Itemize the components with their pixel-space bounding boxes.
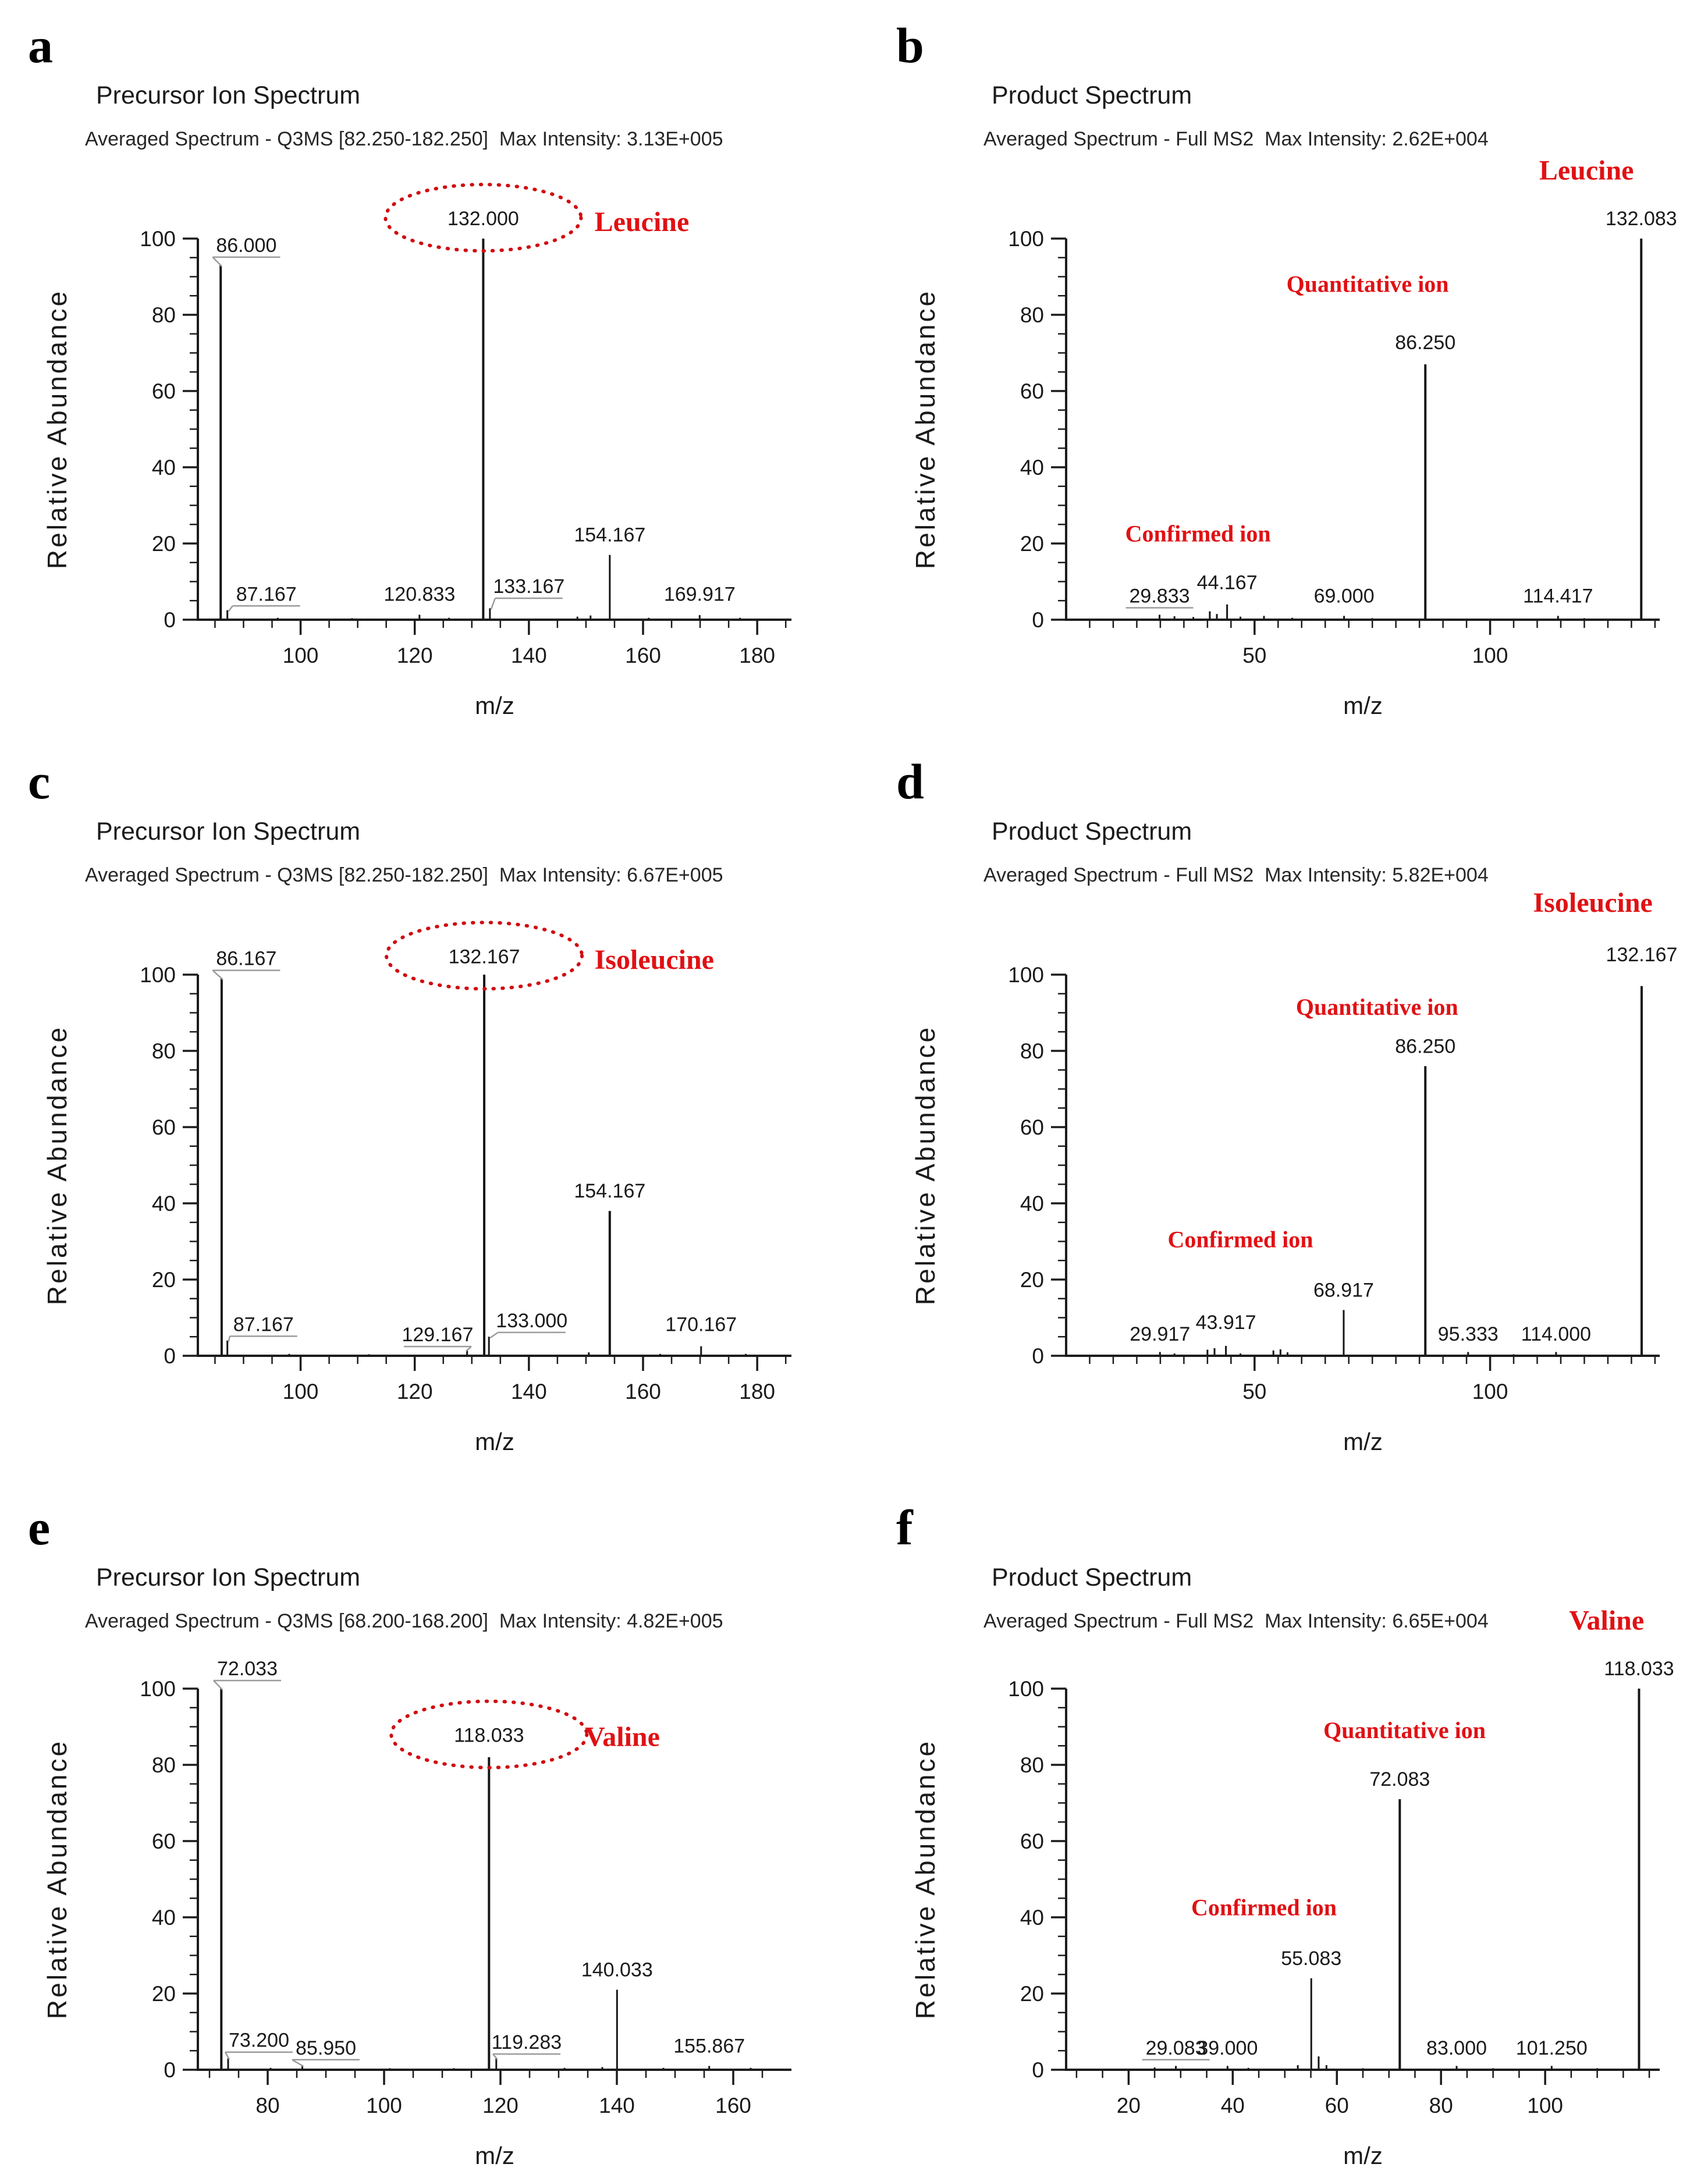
y-axis-title: Relative Abundance [910, 1739, 940, 2020]
x-axis-title: m/z [1343, 692, 1383, 719]
x-tick-label: 140 [510, 644, 547, 667]
peak-label: 132.000 [447, 208, 519, 230]
y-tick-label: 80 [151, 1039, 176, 1063]
y-tick-label: 0 [1032, 1344, 1044, 1368]
x-tick-label: 80 [255, 2094, 280, 2117]
peak-label: 118.033 [454, 1724, 524, 1747]
peak-label: 129.167 [402, 1324, 474, 1346]
y-tick-label: 20 [1020, 1982, 1044, 2006]
y-tick-label: 20 [151, 532, 176, 556]
panel-letter-f: f [896, 1500, 913, 1555]
peak-label: 87.167 [236, 583, 297, 606]
axes [1051, 1689, 1660, 2085]
peak-label: 133.000 [496, 1309, 568, 1332]
peaks [1155, 1689, 1639, 2069]
peaks [221, 239, 740, 619]
analyte-name-annotation: Isoleucine [1533, 887, 1653, 918]
peak-label: 73.200 [229, 2029, 289, 2052]
peak-label: 43.917 [1195, 1312, 1256, 1334]
x-tick-label: 160 [625, 644, 661, 667]
leader-line [229, 1336, 230, 1341]
x-tick-label: 140 [599, 2094, 635, 2117]
y-tick-label: 80 [1020, 303, 1044, 327]
peak-label: 85.950 [296, 2037, 356, 2059]
y-tick-label: 20 [151, 1982, 176, 2006]
peak-label: 69.000 [1313, 585, 1375, 607]
y-tick-label: 40 [151, 1906, 176, 1930]
x-tick-label: 60 [1325, 2094, 1349, 2117]
panel-subtitle: Averaged Spectrum - Full MS2 Max Intensity: 6.65E+004 [983, 1610, 1489, 1632]
x-axis-title: m/z [1343, 1428, 1383, 1455]
peak-label: 114.417 [1523, 585, 1593, 607]
panel-letter-b: b [896, 17, 924, 73]
y-tick-label: 40 [151, 1192, 176, 1216]
ion-role-annotation: Quantitative ion [1295, 993, 1458, 1020]
panel-title: Precursor Ion Spectrum [96, 818, 361, 845]
x-tick-label: 120 [482, 2094, 519, 2117]
axes [1051, 239, 1660, 635]
analyte-name-annotation: Valine [1569, 1605, 1645, 1636]
peaks [222, 975, 746, 1355]
x-axis-title: m/z [475, 692, 514, 719]
x-tick-label: 180 [739, 1380, 776, 1403]
y-tick-label: 80 [151, 303, 176, 327]
y-tick-label: 40 [1020, 1192, 1044, 1216]
peak-label: 169.917 [663, 583, 736, 606]
spectrum-chart-b [892, 155, 1706, 730]
y-axis-title: Relative Abundance [42, 1739, 72, 2020]
y-tick-label: 40 [1020, 456, 1044, 479]
x-tick-label: 50 [1242, 1380, 1267, 1403]
analyte-name-annotation: Isoleucine [594, 944, 714, 976]
analyte-name-annotation: Leucine [1539, 155, 1634, 186]
panel-title: Product Spectrum [992, 1564, 1192, 1591]
spectrum-chart-f [892, 1605, 1706, 2171]
peak-label: 44.167 [1196, 571, 1258, 594]
y-tick-label: 100 [1008, 963, 1044, 987]
y-tick-label: 60 [1020, 1115, 1044, 1139]
y-tick-label: 80 [1020, 1039, 1044, 1063]
peak-label: 132.083 [1605, 208, 1677, 230]
panel-subtitle: Averaged Spectrum - Full MS2 Max Intensity: 5.82E+004 [983, 864, 1489, 886]
panel-f [892, 1502, 1706, 2171]
ion-role-annotation: Confirmed ion [1191, 1894, 1337, 1921]
x-tick-label: 100 [366, 2094, 402, 2117]
y-tick-label: 40 [151, 456, 176, 479]
y-tick-label: 0 [1032, 2058, 1044, 2082]
panel-subtitle: Averaged Spectrum - Full MS2 Max Intensity: 2.62E+004 [983, 128, 1489, 150]
leader-line [292, 2060, 304, 2066]
leader-line [212, 971, 223, 980]
x-tick-label: 120 [396, 644, 433, 667]
y-tick-label: 100 [1008, 1677, 1044, 1701]
y-tick-label: 0 [1032, 608, 1044, 632]
x-tick-label: 100 [282, 644, 319, 667]
panel-subtitle: Averaged Spectrum - Q3MS [82.250-182.250] Max Intensity: 3.13E+005 [85, 128, 723, 150]
x-tick-label: 180 [739, 644, 776, 667]
axes [183, 975, 791, 1371]
ion-role-annotation: Quantitative ion [1323, 1717, 1486, 1744]
y-tick-label: 100 [140, 227, 176, 251]
panel-letter-a: a [28, 17, 53, 73]
y-tick-label: 60 [151, 379, 176, 403]
peak-label: 140.033 [581, 1959, 653, 1981]
x-tick-label: 160 [715, 2094, 751, 2117]
peak-label: 29.083 [1145, 2037, 1206, 2059]
peak-label: 68.917 [1313, 1279, 1374, 1302]
x-tick-label: 100 [1472, 644, 1508, 667]
spectrum-chart-a [23, 160, 838, 730]
panel-title: Product Spectrum [992, 81, 1192, 109]
peak-label: 114.000 [1521, 1323, 1592, 1345]
leader-line [491, 598, 495, 609]
y-tick-label: 60 [1020, 1829, 1044, 1853]
y-tick-label: 80 [151, 1753, 176, 1777]
peak-label: 39.000 [1197, 2037, 1258, 2059]
y-tick-label: 20 [1020, 1268, 1044, 1292]
peak-label: 95.333 [1437, 1323, 1499, 1345]
x-tick-label: 120 [396, 1380, 433, 1403]
peak-label: 87.167 [233, 1313, 294, 1336]
y-axis-title: Relative Abundance [910, 289, 940, 570]
ion-role-annotation: Quantitative ion [1286, 271, 1449, 297]
panel-subtitle: Averaged Spectrum - Q3MS [68.200-168.200] Max Intensity: 4.82E+005 [85, 1610, 723, 1632]
peak-label: 170.167 [665, 1313, 737, 1336]
peak-label: 72.083 [1369, 1768, 1430, 1791]
y-tick-label: 0 [164, 608, 176, 632]
x-tick-label: 100 [1527, 2094, 1564, 2117]
peak-label: 83.000 [1426, 2037, 1487, 2059]
panel-title: Product Spectrum [992, 818, 1192, 845]
panel-letter-e: e [28, 1500, 51, 1555]
peak-label: 154.167 [574, 1180, 646, 1203]
x-axis-title: m/z [475, 1428, 514, 1455]
x-tick-label: 80 [1429, 2094, 1453, 2117]
spectrum-chart-d [892, 887, 1706, 1466]
peak-label: 72.033 [217, 1658, 278, 1680]
panel-a [23, 17, 838, 751]
y-tick-label: 60 [1020, 379, 1044, 403]
peak-label: 86.250 [1395, 1035, 1456, 1058]
panel-d [892, 756, 1706, 1487]
panel-title: Precursor Ion Spectrum [96, 1564, 361, 1591]
y-tick-label: 20 [151, 1268, 176, 1292]
x-tick-label: 100 [1472, 1380, 1508, 1403]
peak-label: 86.000 [216, 234, 277, 257]
x-tick-label: 20 [1116, 2094, 1141, 2117]
panel-letter-c: c [28, 754, 51, 809]
peak-label: 133.167 [493, 575, 565, 598]
panel-c [23, 756, 838, 1487]
panel-subtitle: Averaged Spectrum - Q3MS [82.250-182.250] Max Intensity: 6.67E+005 [85, 864, 723, 886]
peak-label: 86.250 [1395, 331, 1456, 354]
peak-label: 155.867 [673, 2035, 745, 2058]
leader-line [229, 606, 233, 611]
panel-letter-d: d [896, 754, 924, 809]
peak-label: 29.833 [1129, 585, 1190, 607]
y-tick-label: 0 [164, 2058, 176, 2082]
y-tick-label: 60 [151, 1829, 176, 1853]
spectrum-chart-c [23, 896, 838, 1466]
y-tick-label: 100 [140, 963, 176, 987]
y-axis-title: Relative Abundance [42, 289, 72, 570]
y-tick-label: 60 [151, 1115, 176, 1139]
leader-line [490, 1333, 498, 1338]
leader-line [493, 2054, 498, 2059]
y-axis-title: Relative Abundance [42, 1025, 72, 1306]
peak-label: 132.167 [1606, 944, 1678, 967]
analyte-name-annotation: Leucine [594, 206, 690, 237]
peak-label: 120.833 [383, 583, 456, 606]
peak-label: 86.167 [216, 947, 277, 970]
y-tick-label: 100 [140, 1677, 176, 1701]
x-tick-label: 40 [1220, 2094, 1245, 2117]
y-tick-label: 40 [1020, 1906, 1044, 1930]
axes [183, 239, 791, 635]
x-axis-title: m/z [475, 2142, 514, 2169]
leader-line [212, 257, 222, 267]
axes [1051, 975, 1660, 1371]
y-tick-label: 80 [1020, 1753, 1044, 1777]
ion-role-annotation: Confirmed ion [1167, 1226, 1313, 1253]
panel-b [892, 17, 1706, 751]
x-tick-label: 100 [282, 1380, 319, 1403]
analyte-name-annotation: Valine [585, 1721, 660, 1753]
y-tick-label: 100 [1008, 227, 1044, 251]
x-axis-title: m/z [1343, 2142, 1383, 2169]
ion-role-annotation: Confirmed ion [1125, 520, 1271, 547]
panel-title: Precursor Ion Spectrum [96, 81, 361, 109]
y-axis-title: Relative Abundance [910, 1025, 940, 1306]
panel-e [23, 1502, 838, 2171]
peak-label: 118.033 [1604, 1658, 1674, 1680]
y-tick-label: 0 [164, 1344, 176, 1368]
peak-label: 119.283 [491, 2031, 562, 2053]
y-tick-label: 20 [1020, 532, 1044, 556]
axes [183, 1689, 791, 2085]
peak-label: 154.167 [574, 524, 646, 546]
x-tick-label: 50 [1242, 644, 1267, 667]
x-tick-label: 160 [625, 1380, 661, 1403]
peak-label: 29.917 [1130, 1323, 1191, 1345]
peak-label: 101.250 [1515, 2037, 1588, 2059]
leader-line [214, 1680, 222, 1690]
x-tick-label: 140 [510, 1380, 547, 1403]
peak-label: 55.083 [1281, 1947, 1342, 1970]
peak-label: 132.167 [448, 946, 520, 968]
spectrum-chart-e [23, 1610, 838, 2171]
